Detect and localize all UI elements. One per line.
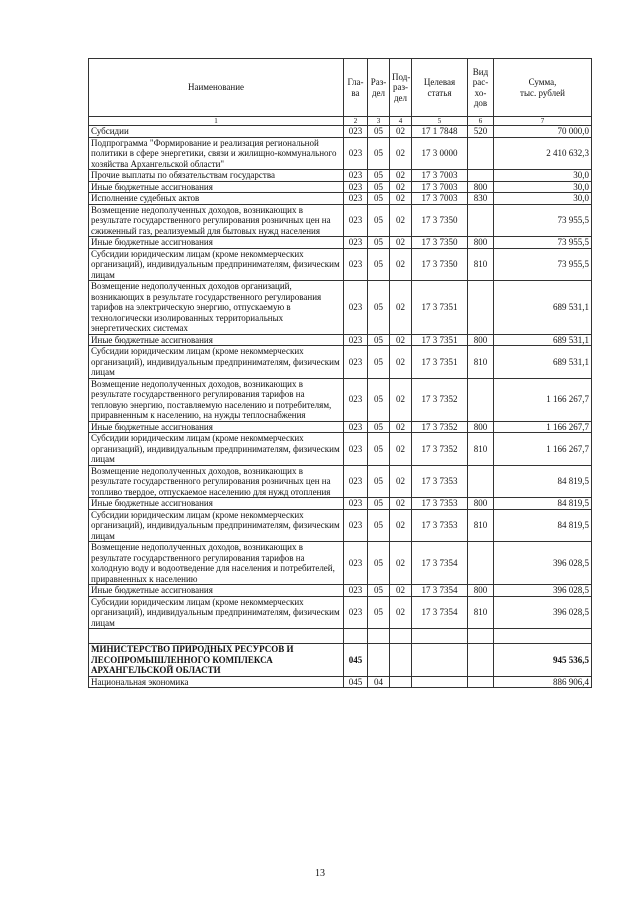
row-podrazdel: 02: [390, 334, 412, 346]
row-razdel: 05: [368, 193, 390, 205]
header-name: Наименование: [89, 59, 344, 117]
table-row: [89, 676, 592, 688]
row-sum: 396 028,5: [494, 585, 592, 597]
row-razdel: 05: [368, 248, 390, 281]
row-podrazdel: 02: [390, 170, 412, 182]
table-row: [89, 193, 592, 205]
row-sum: 1 166 267,7: [494, 378, 592, 421]
table-row: [89, 542, 592, 585]
table-row: [89, 137, 592, 170]
table-row: [89, 596, 592, 629]
spacer-row: [89, 629, 592, 644]
row-glava: 023: [344, 204, 368, 237]
row-name: Прочие выплаты по обязательствам государства: [89, 170, 344, 182]
row-target: 17 3 7353: [412, 509, 468, 542]
row-name: Возмещение недополученных доходов, возникающих в результате государственного регулирования тарифов на холодную воду и водоотведение для населения и потребителей, приравненных к населению: [89, 542, 344, 585]
row-target: [412, 644, 468, 677]
column-number: 7: [494, 117, 592, 126]
row-podrazdel: 02: [390, 248, 412, 281]
table-row: [89, 170, 592, 182]
row-glava: 023: [344, 346, 368, 379]
row-name: Возмещение недополученных доходов, возникающих в результате государственного регулирования розничных цен на топливо твердое, отпускаемое населению для нужд отопления: [89, 465, 344, 498]
row-target: 17 3 7003: [412, 181, 468, 193]
row-name: Субсидии юридическим лицам (кроме некоммерческих организаций), индивидуальным предпринимателям, физическим лицам: [89, 596, 344, 629]
row-vid: 800: [468, 585, 494, 597]
header-podrazdel: Под- раз- дел: [390, 59, 412, 117]
row-podrazdel: 02: [390, 137, 412, 170]
row-podrazdel: [390, 629, 412, 644]
row-razdel: 05: [368, 237, 390, 249]
row-razdel: 05: [368, 509, 390, 542]
row-podrazdel: 02: [390, 498, 412, 510]
row-name: Иные бюджетные ассигнования: [89, 421, 344, 433]
row-vid: 810: [468, 346, 494, 379]
row-glava: 023: [344, 193, 368, 205]
row-sum: 84 819,5: [494, 509, 592, 542]
row-razdel: 05: [368, 433, 390, 466]
row-name: Субсидии юридическим лицам (кроме некоммерческих организаций), индивидуальным предпринимателям, физическим лицам: [89, 248, 344, 281]
row-glava: 023: [344, 237, 368, 249]
row-razdel: 05: [368, 542, 390, 585]
row-podrazdel: 02: [390, 281, 412, 335]
row-name: Иные бюджетные ассигнования: [89, 181, 344, 193]
row-name: Иные бюджетные ассигнования: [89, 498, 344, 510]
row-glava: 023: [344, 596, 368, 629]
row-podrazdel: 02: [390, 596, 412, 629]
row-name: Субсидии юридическим лицам (кроме некоммерческих организаций), индивидуальным предпринимателям, физическим лицам: [89, 346, 344, 379]
row-razdel: 05: [368, 137, 390, 170]
row-podrazdel: 02: [390, 509, 412, 542]
table-row: [89, 509, 592, 542]
row-vid: [468, 465, 494, 498]
row-sum: 1 166 267,7: [494, 421, 592, 433]
row-razdel: 05: [368, 585, 390, 597]
row-sum: 73 955,5: [494, 204, 592, 237]
row-glava: 023: [344, 137, 368, 170]
table-row: [89, 334, 592, 346]
row-glava: 023: [344, 126, 368, 138]
row-target: 17 3 0000: [412, 137, 468, 170]
row-glava: 023: [344, 509, 368, 542]
column-number: 2: [344, 117, 368, 126]
column-number: 3: [368, 117, 390, 126]
row-podrazdel: 02: [390, 126, 412, 138]
table-row: [89, 281, 592, 335]
row-target: 17 3 7353: [412, 465, 468, 498]
row-sum: [494, 629, 592, 644]
row-razdel: 05: [368, 334, 390, 346]
header-target: Целевая статья: [412, 59, 468, 117]
row-sum: 945 536,5: [494, 644, 592, 677]
row-razdel: 05: [368, 204, 390, 237]
row-name: Возмещение недополученных доходов, возникающих в результате государственного регулирования тарифов на тепловую энергию, поставляемую населению и потребителям, приравненным к населению, на нужды теплоснабжения: [89, 378, 344, 421]
header-glava: Гла- ва: [344, 59, 368, 117]
header-row: [89, 59, 592, 117]
row-target: 17 3 7353: [412, 498, 468, 510]
row-razdel: 05: [368, 498, 390, 510]
row-podrazdel: 02: [390, 465, 412, 498]
row-podrazdel: [390, 676, 412, 688]
row-target: 17 3 7350: [412, 248, 468, 281]
row-glava: 023: [344, 334, 368, 346]
row-podrazdel: 02: [390, 433, 412, 466]
row-glava: 023: [344, 498, 368, 510]
row-glava: 023: [344, 378, 368, 421]
row-glava: 023: [344, 542, 368, 585]
row-name: [89, 629, 344, 644]
row-sum: 84 819,5: [494, 465, 592, 498]
row-razdel: 05: [368, 465, 390, 498]
table-row: [89, 181, 592, 193]
row-sum: 70 000,0: [494, 126, 592, 138]
table-row: [89, 585, 592, 597]
row-target: 17 3 7350: [412, 237, 468, 249]
row-sum: 396 028,5: [494, 596, 592, 629]
column-number: 6: [468, 117, 494, 126]
row-name: Субсидии юридическим лицам (кроме некоммерческих организаций), индивидуальным предпринимателям, физическим лицам: [89, 433, 344, 466]
row-sum: 689 531,1: [494, 281, 592, 335]
row-name: Возмещение недополученных доходов организаций, возникающих в результате государственного регулирования тарифов на электрическую энергию, отпускаемую в технологически изолированных территориальных энергетических системах: [89, 281, 344, 335]
row-vid: [468, 629, 494, 644]
table-row: [89, 248, 592, 281]
row-vid: [468, 137, 494, 170]
row-vid: 810: [468, 248, 494, 281]
row-sum: 30,0: [494, 181, 592, 193]
row-glava: 023: [344, 281, 368, 335]
table-row: [89, 346, 592, 379]
row-vid: [468, 281, 494, 335]
column-number: 5: [412, 117, 468, 126]
row-razdel: 05: [368, 346, 390, 379]
row-razdel: 05: [368, 378, 390, 421]
row-vid: 830: [468, 193, 494, 205]
row-name: МИНИСТЕРСТВО ПРИРОДНЫХ РЕСУРСОВ И ЛЕСОПРОМЫШЛЕННОГО КОМПЛЕКСА АРХАНГЕЛЬСКОЙ ОБЛАСТИ: [89, 644, 344, 677]
page-number: 13: [315, 868, 325, 879]
row-razdel: 05: [368, 421, 390, 433]
row-sum: 30,0: [494, 170, 592, 182]
row-glava: 023: [344, 421, 368, 433]
row-target: 17 3 7351: [412, 346, 468, 379]
row-glava: 045: [344, 676, 368, 688]
row-glava: 045: [344, 644, 368, 677]
table-row: [89, 378, 592, 421]
column-number-row: [89, 117, 592, 126]
row-podrazdel: 02: [390, 181, 412, 193]
row-glava: 023: [344, 248, 368, 281]
row-target: 17 3 7003: [412, 193, 468, 205]
row-sum: 84 819,5: [494, 498, 592, 510]
row-razdel: 05: [368, 170, 390, 182]
row-vid: [468, 676, 494, 688]
row-sum: 73 955,5: [494, 237, 592, 249]
row-razdel: 05: [368, 596, 390, 629]
row-vid: 520: [468, 126, 494, 138]
row-sum: 689 531,1: [494, 346, 592, 379]
table-row: [89, 644, 592, 677]
header-razdel: Раз- дел: [368, 59, 390, 117]
row-target: 17 3 7354: [412, 596, 468, 629]
row-vid: [468, 644, 494, 677]
row-target: 17 3 7350: [412, 204, 468, 237]
row-vid: 810: [468, 433, 494, 466]
row-podrazdel: [390, 644, 412, 677]
row-podrazdel: 02: [390, 204, 412, 237]
table-row: [89, 433, 592, 466]
row-vid: 800: [468, 498, 494, 510]
row-sum: 886 906,4: [494, 676, 592, 688]
table-row: [89, 237, 592, 249]
row-podrazdel: 02: [390, 542, 412, 585]
row-razdel: [368, 644, 390, 677]
row-name: Субсидии юридическим лицам (кроме некоммерческих организаций), индивидуальным предпринимателям, физическим лицам: [89, 509, 344, 542]
row-target: 17 3 7354: [412, 542, 468, 585]
budget-table: [88, 58, 592, 688]
row-name: Национальная экономика: [89, 676, 344, 688]
row-target: 17 3 7352: [412, 433, 468, 466]
row-target: 17 3 7354: [412, 585, 468, 597]
row-podrazdel: 02: [390, 237, 412, 249]
column-number: 1: [89, 117, 344, 126]
row-target: 17 3 7352: [412, 421, 468, 433]
row-podrazdel: 02: [390, 585, 412, 597]
row-name: Иные бюджетные ассигнования: [89, 334, 344, 346]
row-sum: 2 410 632,3: [494, 137, 592, 170]
row-razdel: 05: [368, 126, 390, 138]
row-vid: 810: [468, 509, 494, 542]
row-glava: 023: [344, 433, 368, 466]
table-row: [89, 421, 592, 433]
row-target: 17 3 7351: [412, 334, 468, 346]
row-podrazdel: 02: [390, 193, 412, 205]
row-name: Иные бюджетные ассигнования: [89, 237, 344, 249]
row-glava: 023: [344, 465, 368, 498]
row-target: 17 3 7351: [412, 281, 468, 335]
row-sum: 73 955,5: [494, 248, 592, 281]
row-podrazdel: 02: [390, 421, 412, 433]
row-vid: [468, 378, 494, 421]
row-name: Подпрограмма "Формирование и реализация региональной политики в сфере энергетики, связи и жилищно-коммунального хозяйства Архангельской области": [89, 137, 344, 170]
row-target: [412, 676, 468, 688]
row-glava: 023: [344, 181, 368, 193]
row-target: 17 1 7848: [412, 126, 468, 138]
table-row: [89, 126, 592, 138]
row-razdel: 04: [368, 676, 390, 688]
row-name: Иные бюджетные ассигнования: [89, 585, 344, 597]
row-vid: 800: [468, 237, 494, 249]
row-vid: 800: [468, 181, 494, 193]
row-sum: 30,0: [494, 193, 592, 205]
row-vid: 800: [468, 421, 494, 433]
row-vid: 800: [468, 334, 494, 346]
row-vid: [468, 170, 494, 182]
header-vid: Вид рас- хо- дов: [468, 59, 494, 117]
table-row: [89, 204, 592, 237]
column-number: 4: [390, 117, 412, 126]
row-glava: 023: [344, 170, 368, 182]
header-sum: Сумма, тыс. рублей: [494, 59, 592, 117]
row-vid: [468, 204, 494, 237]
row-name: Возмещение недополученных доходов, возникающих в результате государственного регулирования розничных цен на сжиженный газ, реализуемый для бытовых нужд населения: [89, 204, 344, 237]
row-target: [412, 629, 468, 644]
table-body: [89, 126, 592, 688]
row-name: Исполнение судебных актов: [89, 193, 344, 205]
row-razdel: 05: [368, 281, 390, 335]
row-razdel: 05: [368, 181, 390, 193]
row-target: 17 3 7352: [412, 378, 468, 421]
row-sum: 1 166 267,7: [494, 433, 592, 466]
row-razdel: [368, 629, 390, 644]
row-sum: 689 531,1: [494, 334, 592, 346]
table-row: [89, 465, 592, 498]
row-sum: 396 028,5: [494, 542, 592, 585]
row-target: 17 3 7003: [412, 170, 468, 182]
table-row: [89, 498, 592, 510]
row-name: Субсидии: [89, 126, 344, 138]
row-glava: 023: [344, 585, 368, 597]
row-podrazdel: 02: [390, 378, 412, 421]
row-glava: [344, 629, 368, 644]
row-vid: 810: [468, 596, 494, 629]
row-vid: [468, 542, 494, 585]
row-podrazdel: 02: [390, 346, 412, 379]
